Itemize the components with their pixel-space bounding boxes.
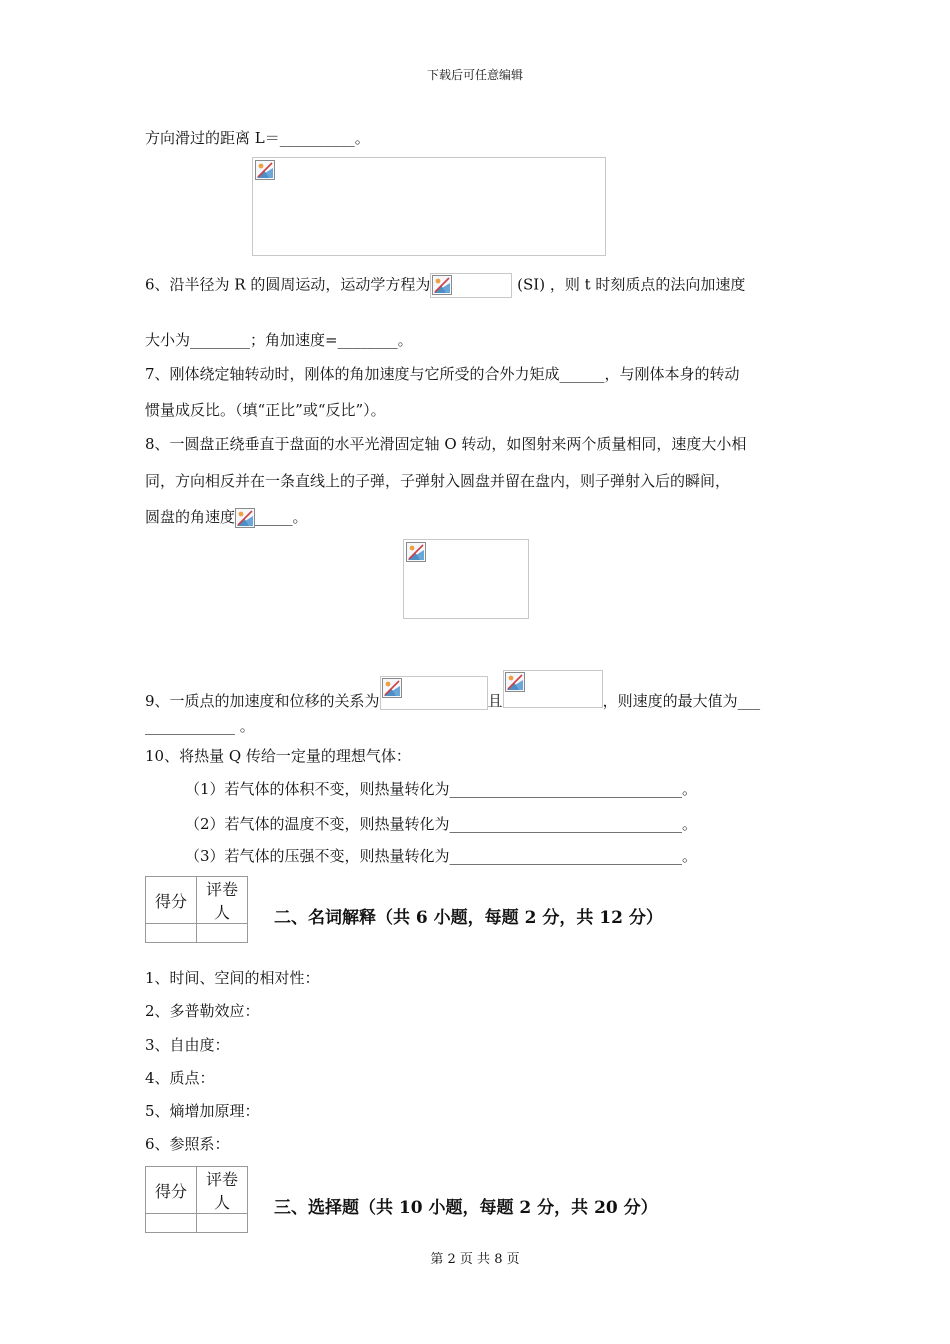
- broken-image-icon: [255, 160, 275, 180]
- page-header: 下载后可任意编辑: [426, 68, 523, 82]
- grader-cell: [197, 1214, 248, 1233]
- section2-title: 二、名词解释（共 6 小题，每题 2 分，共 12 分）: [274, 908, 663, 928]
- section2-item-2: 2、多普勒效应：: [145, 1002, 260, 1020]
- q9-line1: [145, 670, 760, 711]
- q8-line3: [145, 507, 308, 528]
- figure-q5: [252, 157, 606, 256]
- q8-line1: 8、一圆盘正绕垂直于盘面的水平光滑固定轴 O 转动，如图射来两个质量相同，速度大小相: [145, 435, 747, 453]
- q7-line2: 惯量成反比。（填“正比”或“反比”）。: [145, 401, 386, 419]
- broken-image-icon: [432, 275, 452, 295]
- section2-item-1: 1、时间、空间的相对性：: [145, 969, 320, 987]
- q9-mid: 且: [487, 692, 503, 710]
- score-table-2: [145, 1166, 248, 1233]
- q6-equation-image: [430, 273, 512, 298]
- broken-image-icon: [406, 542, 426, 562]
- q8-line3-suffix: _____。: [255, 508, 308, 526]
- page-footer: 第 2 页 共 8 页: [430, 1252, 520, 1267]
- q5-tail: 方向滑过的距离 L＝__________。: [145, 129, 370, 147]
- section2-item-3: 3、自由度：: [145, 1036, 230, 1054]
- q8-line3-prefix: 圆盘的角速度: [145, 508, 236, 526]
- figure-q8: [403, 539, 529, 619]
- q6-line2: 大小为________；角加速度=________。: [145, 331, 413, 349]
- q10-item-3: （3）若气体的压强不变，则热量转化为_______________________________。: [185, 847, 698, 865]
- q6-prefix: 6、沿半径为 R 的圆周运动，运动学方程为: [145, 275, 431, 294]
- section2-item-6: 6、参照系：: [145, 1135, 230, 1153]
- q7-line1: 7、刚体绕定轴转动时，刚体的角加速度与它所受的合外力矩成______，与刚体本身的转动: [145, 365, 740, 383]
- score-label: 得分: [146, 1167, 197, 1214]
- section2-item-4: 4、质点：: [145, 1069, 215, 1087]
- q9-equation-image-2: [503, 670, 603, 708]
- broken-image-icon: [505, 672, 525, 692]
- q8-line2: 同，方向相反并在一条直线上的子弹，子弹射入圆盘并留在盘内，则子弹射入后的瞬间，: [145, 472, 731, 490]
- grader-cell: [197, 924, 248, 943]
- grader-label: 评卷人: [197, 877, 248, 924]
- q10-item-2: （2）若气体的温度不变，则热量转化为_______________________________。: [185, 815, 698, 833]
- q9-prefix: 9、一质点的加速度和位移的关系为: [145, 692, 380, 710]
- section3-title: 三、选择题（共 10 小题，每题 2 分，共 20 分）: [274, 1198, 658, 1218]
- score-label: 得分: [146, 877, 197, 924]
- broken-image-icon: [382, 678, 402, 698]
- q6-line1: [145, 273, 745, 298]
- q9-equation-image-1: [380, 676, 488, 710]
- q9-line2: ____________ 。: [145, 717, 255, 735]
- grader-label: 评卷人: [197, 1167, 248, 1214]
- score-cell: [146, 924, 197, 943]
- q8-omega-image: [235, 508, 255, 528]
- q10-title: 10、将热量 Q 传给一定量的理想气体：: [145, 747, 411, 765]
- score-cell: [146, 1214, 197, 1233]
- q10-item-1: （1）若气体的体积不变，则热量转化为_______________________________。: [185, 780, 698, 798]
- q6-suffix: (SI) ，则 t 时刻质点的法向加速度: [512, 275, 746, 294]
- q9-suffix: ，则速度的最大值为___: [602, 692, 761, 710]
- score-table-1: [145, 876, 248, 943]
- section2-item-5: 5、熵增加原理：: [145, 1102, 260, 1120]
- broken-image-icon: [235, 508, 255, 528]
